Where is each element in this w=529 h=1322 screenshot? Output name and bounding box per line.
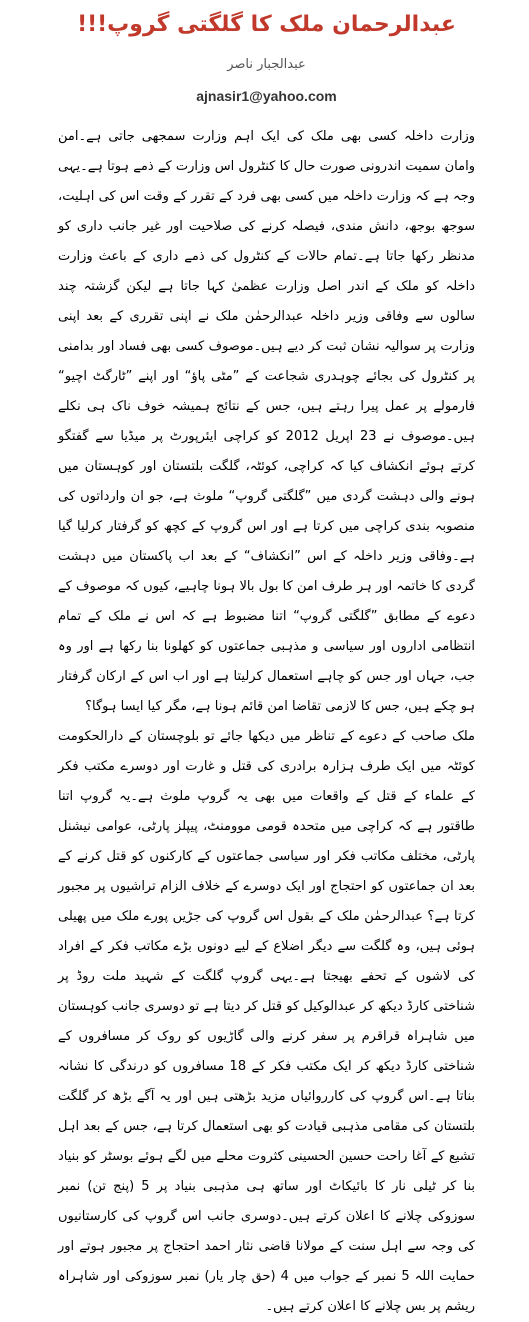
article-body [58, 122, 475, 1322]
article-title: عبدالرحمان ملک کا گلگتی گروپ!!! [77, 12, 456, 37]
author-name: عبدالجبار ناصر [227, 57, 306, 72]
article-paragraph: ملک صاحب کے دعوے کے تناظر میں دیکھا جائے تو بلوچستان کے دارالحکومت کوئٹہ میں ایک طرف ہزارہ برادری کی قتل و غارت اور دوسرے مکتب فکر کے علماء کے قتل کے واقعات میں بھی یہ گروپ ملوث ہے۔یہ گروپ اتنا طاقتور ہے کہ کراچی میں متحدہ قومی موومنٹ، پیپلز پارٹی، عوامی نیشنل پارٹی، مختلف مکاتب فکر اور سیاسی جماعتوں کے کارکنوں کو قتل کرنے کے بعد ان جماعتوں کو احتجاج اور ایک دوسرے کے خلاف الزام تراشیوں پر مجبور کرتا ہے؟ عبدالرحمٰن ملک کے بقول اس گروپ کی جڑیں پورے ملک میں پھیلی ہوئی ہیں، وہ گلگت سے دیگر اضلاع کے لیے دونوں بڑے مکاتب فکر کے افراد کی لاشوں کے تحفے بھیجتا ہے۔یہی گروپ گلگت کے شہید ملت روڈ پر شناختی کارڈ دیکھ کر عبدالوکیل کو قتل کر دیتا ہے تو دوسری جانب کوہستان میں شاہراہ قراقرم پر سفر کرنے والی گاڑیوں کو روک کر مسافروں کے شناختی کارڈ دیکھ کر ایک مکتب فکر کے 18 مسافروں کو درندگی کا نشانہ بناتا ہے۔اس گروپ کی کارروائیاں مزید بڑھتی ہیں اور یہ آگے بڑھ کر گلگت بلتستان کی مقامی مذہبی قیادت کو بھی استعمال کرتا ہے، جس کے بعد اہل تشیع کے آغا راحت حسین الحسینی کثروت محلے میں لگے ہوئے بوسٹر کو بنیاد بنا کر ٹیلی نار کا بائیکاٹ اور ساتھ ہی مذہبی بنیاد پر 5 (پنج تن) نمبر سوزوکی چلانے کا اعلان کرتے ہیں۔دوسری جانب اس گروپ کی کارستانیوں کی وجہ سے اہل سنت کے مولانا قاضی نثار احمد احتجاج پر مجبور ہوتے اور حمایت اللہ 5 نمبر کے جواب میں 4 (حق چار یار) نمبر سوزوکی اور شاہراہ ریشم پر بس چلانے کا اعلان کرتے ہیں۔ [58, 729, 475, 1314]
author-email[interactable]: ajnasir1@yahoo.com [196, 88, 337, 104]
article-paragraph: وزارت داخلہ کسی بھی ملک کی ایک اہم وزارت سمجھی جاتی ہے۔امن وامان سمیت اندرونی صورت حال کا کنٹرول اس وزارت کے ذمے ہوتا ہے۔یہی وجہ ہے کہ وزارت داخلہ میں کسی بھی فرد کے تقرر کے وقت اس کی اہلیت، سوجھ بوجھ، دانش مندی، فیصلہ کرنے کی صلاحیت اور غیر جانب داری کو مدنظر رکھا جاتا ہے۔تمام حالات کے کنٹرول کی ذمے داری کے باعث وزارت داخلہ کو ملک کے اندر اصل وزارت عظمیٰ کہا جاتا ہے لیکن گزشتہ چند سالوں سے وفاقی وزیر داخلہ عبدالرحمٰن ملک نے اپنی تقرری کے بعد اپنی وزارت پر سوالیہ نشان ثبت کر دیے ہیں۔موصوف کسی بھی فساد اور بدامنی پر کنٹرول کی بجائے چوہدری شجاعت کے ”مٹی پاؤ“ اور اپنے ”ٹارگٹ اچیو“ فارمولے پر عمل پیرا رہتے ہیں، جس کے نتائج ہمیشہ خوف ناک ہی نکلے ہیں۔موصوف نے 23 اپریل 2012 کو کراچی ایئرپورٹ پر میڈیا سے گفتگو کرتے ہوئے انکشاف کیا کہ کراچی، کوئٹہ، گلگت بلتستان اور کوہستان میں ہونے والی دہشت گردی میں ”گلگتی گروپ“ ملوث ہے، جو ان وارداتوں کی منصوبہ بندی کراچی میں کرتا ہے اور اس گروپ کے کچھ کو گرفتار کرلیا گیا ہے۔وفاقی وزیر داخلہ کے اس ”انکشاف“ کے بعد اب پاکستان میں دہشت گردی کا خاتمہ اور ہر طرف امن کا بول بالا ہونا چاہیے، کیوں کہ موصوف کے دعوے کے مطابق ”گلگتی گروپ“ اتنا مضبوط ہے کہ اس نے ملک کے تمام انتظامی اداروں اور سیاسی و مذہبی جماعتوں کو کھلونا بنا رکھا ہے اور وہ جب، جہاں اور جس کو چاہے استعمال کرلیتا ہے اور اب اس کے ارکان گرفتار ہو چکے ہیں، جس کا لازمی تقاضا امن قائم ہونا ہے، مگر کیا ایسا ہوگا؟ [58, 129, 475, 714]
